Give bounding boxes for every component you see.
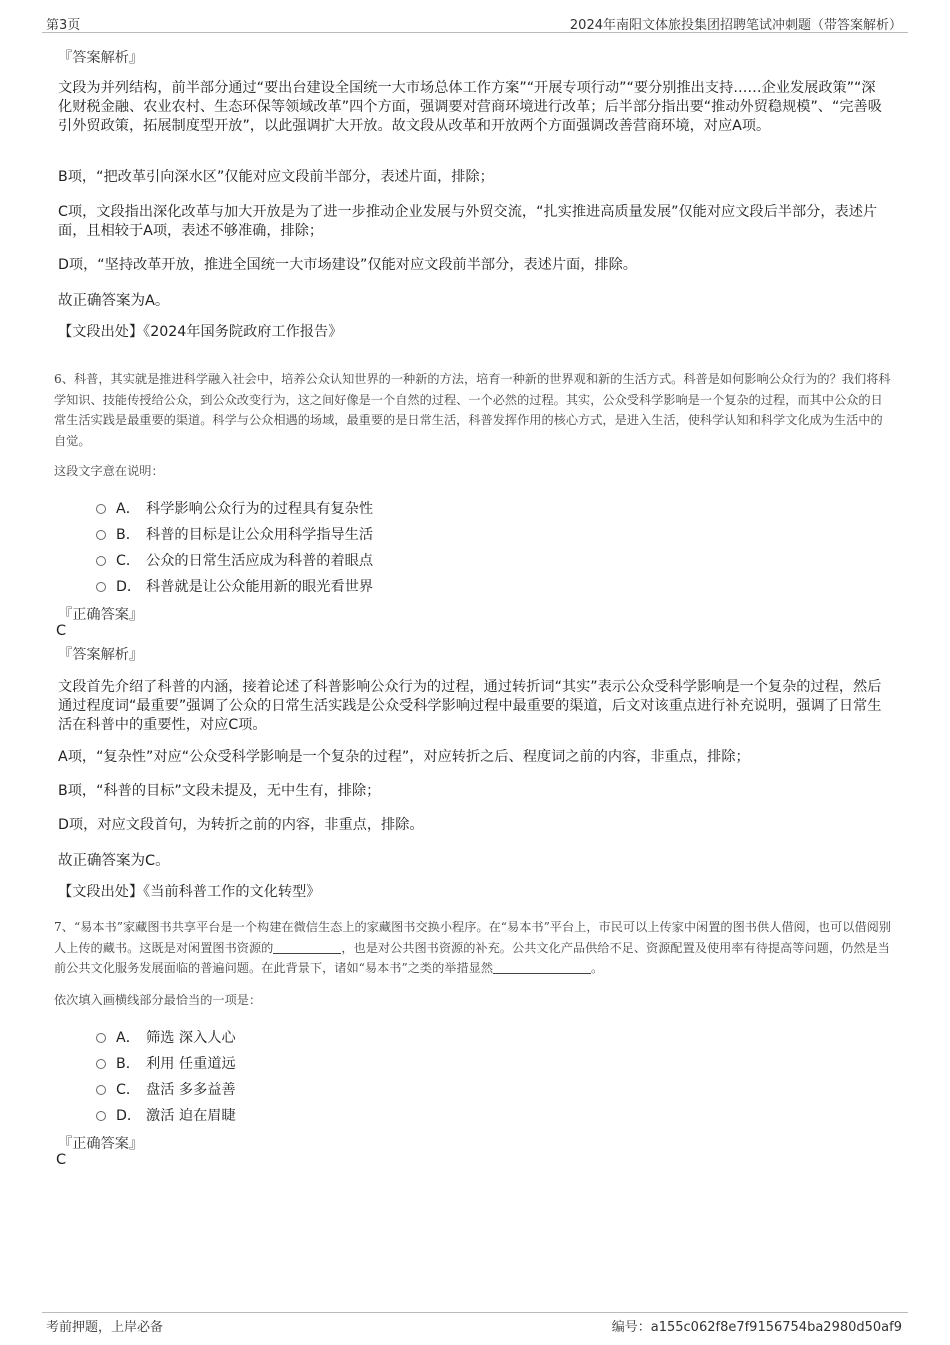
q7-option-b[interactable]: B． 利用 任重道远	[96, 1053, 236, 1073]
q7-answer-label: 『正确答案』	[58, 1136, 144, 1152]
q6-option-a[interactable]: A． 科学影响公众行为的过程具有复杂性	[96, 498, 373, 518]
q6-analysis-p4: D项，对应文段首句，为转折之前的内容，非重点，排除。	[58, 817, 424, 833]
radio-icon[interactable]	[96, 1085, 106, 1095]
q6-option-d[interactable]: D． 科普就是让公众能用新的眼光看世界	[96, 576, 373, 596]
q6-conclusion: 故正确答案为C。	[58, 853, 170, 869]
q6-stem: 6、科普，其实就是推进科学融入社会中，培养公众认知世界的一种新的方法，培育一种新的世界观和新的生活方式。科普是如何影响公众行为的？我们将科学知识、技能传授给公众，到公众改变行为，这之间好像是一个自然的过程、一个必然的过程。其实，公众受科学影响是一个复杂的过程，而其中公众的日常生活实践是最重要的渠道。科学与公众相遇的场域，最重要的是日常生活，科普发挥作用的核心方式，是进入生活，使科学认知和科学文化成为生活中的自觉。	[54, 372, 891, 448]
q6-analysis-p2: A项，“复杂性”对应“公众受科学影响是一个复杂的过程”，对应转折之后、程度词之前的内容，非重点，排除；	[58, 749, 750, 765]
q7-stem: 7、“易本书”家藏图书共享平台是一个构建在微信生态上的家藏图书交换小程序。在“易本书”平台上，市民可以上传家中闲置的图书供人借阅，也可以借阅别人上传的藏书。这既是对闲置图书资源的 ，也是对公共图书资源的补充。公共文化产品供给不足、资源配置及使用率有待提高等问题，仍然是当前公共文化服务发展面临的普遍问题。在此背景下，诸如“易本书”之类的举措显然 。	[54, 920, 892, 975]
blank-2[interactable]	[493, 961, 591, 974]
q6-answer: C	[56, 623, 67, 639]
q7-prompt: 依次填入画横线部分最恰当的一项是：	[54, 993, 262, 1007]
radio-icon[interactable]	[96, 1111, 106, 1121]
q7-option-a[interactable]: A． 筛选 深入人心	[96, 1027, 236, 1047]
q6-answer-label: 『正确答案』	[58, 607, 144, 623]
radio-icon[interactable]	[96, 1033, 106, 1043]
q7-option-d[interactable]: D． 激活 迫在眉睫	[96, 1105, 236, 1125]
radio-icon[interactable]	[96, 1059, 106, 1069]
q5-source: 【文段出处】《2024年国务院政府工作报告》	[58, 324, 343, 340]
q6-analysis-label: 『答案解析』	[58, 647, 144, 663]
q5-analysis-p1: 文段为并列结构，前半部分通过“要出台建设全国统一大市场总体工作方案”“开展专项行动”“要分别推出支持……企业发展政策”“深化财税金融、农业农村、生态环保等领域改革”四个方面，强调要对营商环境进行改革；后半部分指出要“推动外贸稳规模”、“完善吸引外贸政策，拓展制度型开放”，以此强调扩大开放。故文段从改革和开放两个方面强调改善营商环境，对应A项。	[58, 80, 882, 134]
radio-icon[interactable]	[96, 530, 106, 540]
q6-source: 【文段出处】《当前科普工作的文化转型》	[58, 884, 321, 900]
document-id: 编号：a155c062f8e7f9156754ba2980d50af9	[611, 1320, 902, 1335]
radio-icon[interactable]	[96, 504, 106, 514]
blank-1[interactable]	[273, 941, 341, 954]
q5-analysis-p2: B项，“把改革引向深水区”仅能对应文段前半部分，表述片面，排除；	[58, 169, 494, 185]
page-number: 第3页	[46, 18, 81, 33]
q6-prompt: 这段文字意在说明：	[54, 464, 164, 478]
radio-icon[interactable]	[96, 556, 106, 566]
q5-conclusion: 故正确答案为A。	[58, 293, 170, 309]
q7-answer: C	[56, 1152, 67, 1168]
q5-analysis-label: 『答案解析』	[58, 50, 144, 66]
page-footer	[42, 1312, 908, 1333]
radio-icon[interactable]	[96, 582, 106, 592]
q6-analysis-p1: 文段首先介绍了科普的内涵，接着论述了科普影响公众行为的过程，通过转折词“其实”表示公众受科学影响是一个复杂的过程，然后通过程度词“最重要”强调了公众的日常生活实践是公众受科学影响过程中最重要的渠道，后文对该重点进行补充说明，强调了日常生活在科普中的重要性，对应C项。	[58, 679, 882, 733]
document-title: 2024年南阳文体旅投集团招聘笔试冲刺题（带答案解析）	[569, 18, 902, 33]
q6-option-c[interactable]: C． 公众的日常生活应成为科普的着眼点	[96, 550, 373, 570]
q7-option-c[interactable]: C． 盘活 多多益善	[96, 1079, 236, 1099]
footer-slogan: 考前押题，上岸必备	[46, 1320, 164, 1335]
q5-analysis-p3: C项，文段指出深化改革与加大开放是为了进一步推动企业发展与外贸交流，“扎实推进高质量发展”仅能对应文段后半部分，表述片面，且相较于A项，表述不够准确，排除；	[58, 204, 878, 239]
q6-analysis-p3: B项，“科普的目标”文段未提及，无中生有，排除；	[58, 783, 381, 799]
q5-analysis-p4: D项，“坚持改革开放，推进全国统一大市场建设”仅能对应文段前半部分，表述片面，排除。	[58, 257, 637, 273]
page-header	[42, 12, 908, 33]
q6-option-b[interactable]: B． 科普的目标是让公众用科学指导生活	[96, 524, 373, 544]
